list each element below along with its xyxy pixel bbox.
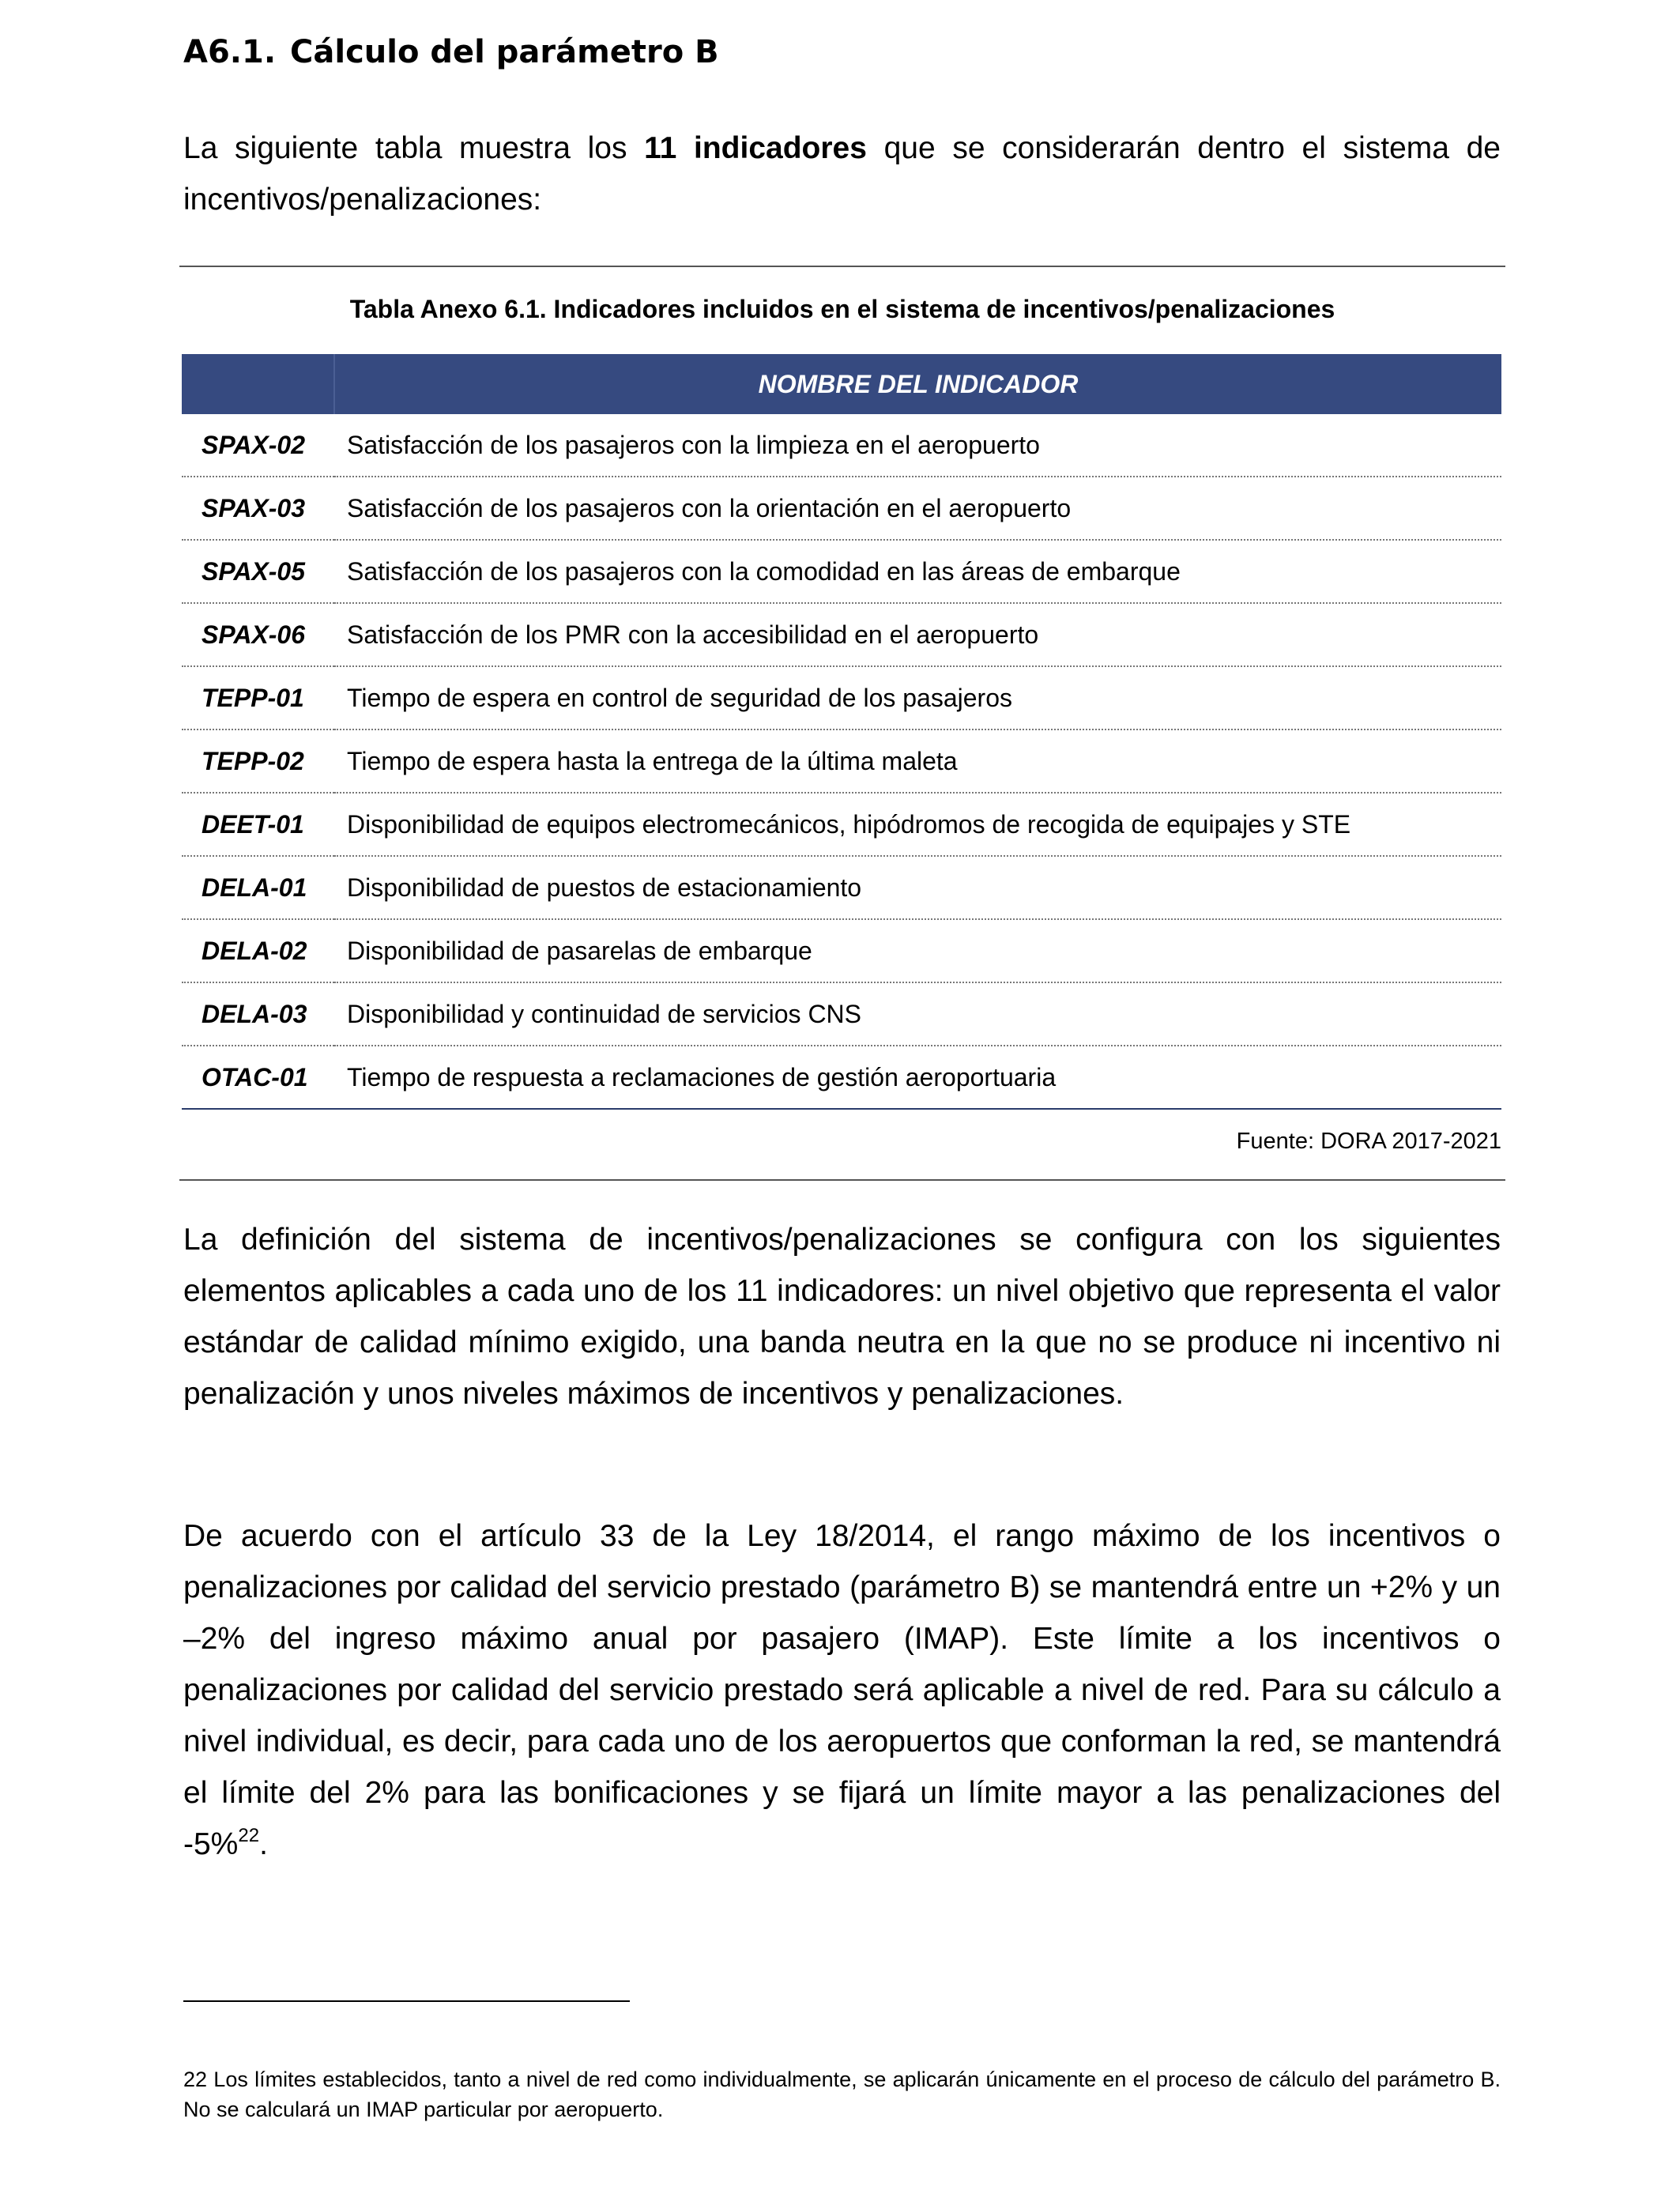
indicator-code: DELA-03 bbox=[182, 982, 334, 1046]
indicator-name: Disponibilidad de pasarelas de embarque bbox=[334, 919, 1501, 982]
footnote-reference[interactable]: 22 bbox=[238, 1825, 260, 1846]
section-number: A6.1. bbox=[183, 34, 277, 70]
indicator-code: OTAC-01 bbox=[182, 1046, 334, 1109]
table-row bbox=[182, 793, 1501, 856]
section-title: Cálculo del parámetro B bbox=[290, 34, 719, 70]
table-row bbox=[182, 729, 1501, 793]
table-source: Fuente: DORA 2017-2021 bbox=[1236, 1129, 1501, 1154]
table-caption: Tabla Anexo 6.1. Indicadores incluidos en el sistema de incentivos/penalizaciones bbox=[349, 295, 1335, 323]
indicator-name: Satisfacción de los pasajeros con la comodidad en las áreas de embarque bbox=[334, 540, 1501, 603]
intro-paragraph bbox=[183, 123, 1501, 225]
indicator-name: Satisfacción de los pasajeros con la limpieza en el aeropuerto bbox=[334, 414, 1501, 477]
indicator-code: DELA-01 bbox=[182, 856, 334, 919]
body-paragraph-1: La definición del sistema de incentivos/penalizaciones se configura con los siguientes elementos aplicables a cada uno de los 11 indicadores: un nivel objetivo que representa el valor estándar de calidad mínimo exigido, una banda neutra en la que no se produce ni incentivo ni penalización y unos niveles máximos de incentivos y penalizaciones. bbox=[183, 1223, 1501, 1411]
indicator-name: Disponibilidad y continuidad de servicios CNS bbox=[334, 982, 1501, 1046]
indicator-code: SPAX-05 bbox=[182, 540, 334, 603]
table-header-row bbox=[182, 354, 1501, 414]
table-row bbox=[182, 666, 1501, 729]
header-code-cell bbox=[182, 354, 334, 414]
table-row bbox=[182, 919, 1501, 982]
table-row bbox=[182, 982, 1501, 1046]
indicator-code: DELA-02 bbox=[182, 919, 334, 982]
indicator-name: Tiempo de espera hasta la entrega de la última maleta bbox=[334, 729, 1501, 793]
indicator-name: Disponibilidad de puestos de estacionamiento bbox=[334, 856, 1501, 919]
table-row bbox=[182, 477, 1501, 540]
indicator-code: SPAX-03 bbox=[182, 477, 334, 540]
footnote-separator bbox=[183, 2000, 630, 2002]
indicators-table bbox=[182, 354, 1501, 1110]
body-paragraph-2-text: De acuerdo con el artículo 33 de la Ley 18/2014, el rango máximo de los incentivos o penalizaciones por calidad del servicio prestado (parámetro B) se mantendrá entre un +2% y un –2% del ingreso máximo anual por pasajero (IMAP). Este límite a los incentivos o penalizaciones por calidad del servicio prestado será aplicable a nivel de red. Para su cálculo a nivel individual, es decir, para cada uno de los aeropuertos que conforman la red, se mantendrá el límite del 2% para las bonificaciones y se fijará un límite mayor a las penalizaciones del -5% bbox=[183, 1519, 1501, 1861]
indicator-name: Tiempo de respuesta a reclamaciones de gestión aeroportuaria bbox=[334, 1046, 1501, 1109]
body-paragraph-2-end: . bbox=[259, 1827, 268, 1861]
indicator-name: Satisfacción de los PMR con la accesibilidad en el aeropuerto bbox=[334, 603, 1501, 666]
indicator-code: SPAX-02 bbox=[182, 414, 334, 477]
table-row bbox=[182, 1046, 1501, 1109]
table-row bbox=[182, 540, 1501, 603]
section-heading bbox=[183, 30, 719, 74]
header-indicator-name: NOMBRE DEL INDICADOR bbox=[334, 354, 1501, 414]
intro-text-start: La siguiente tabla muestra los bbox=[183, 131, 645, 165]
table-row bbox=[182, 414, 1501, 477]
indicator-code: DEET-01 bbox=[182, 793, 334, 856]
indicator-name: Tiempo de espera en control de seguridad de los pasajeros bbox=[334, 666, 1501, 729]
indicator-code: SPAX-06 bbox=[182, 603, 334, 666]
indicator-name: Satisfacción de los pasajeros con la orientación en el aeropuerto bbox=[334, 477, 1501, 540]
table-row bbox=[182, 603, 1501, 666]
table-row bbox=[182, 856, 1501, 919]
footnote: 22 Los límites establecidos, tanto a nivel de red como individualmente, se aplicarán únicamente en el proceso de cálculo del parámetro B. No se calculará un IMAP particular por aeropuerto. bbox=[183, 2068, 1501, 2121]
indicator-name: Disponibilidad de equipos electromecánicos, hipódromos de recogida de equipajes y STE bbox=[334, 793, 1501, 856]
table-top-rule bbox=[179, 266, 1505, 267]
intro-bold-count: 11 indicadores bbox=[644, 131, 867, 165]
indicator-code: TEPP-01 bbox=[182, 666, 334, 729]
indicator-code: TEPP-02 bbox=[182, 729, 334, 793]
table-bottom-rule bbox=[179, 1179, 1505, 1181]
body-paragraph-2 bbox=[183, 1510, 1501, 1870]
intro-text-end: que se considerarán dentro el sistema de incentivos/penalizaciones: bbox=[183, 131, 1501, 217]
